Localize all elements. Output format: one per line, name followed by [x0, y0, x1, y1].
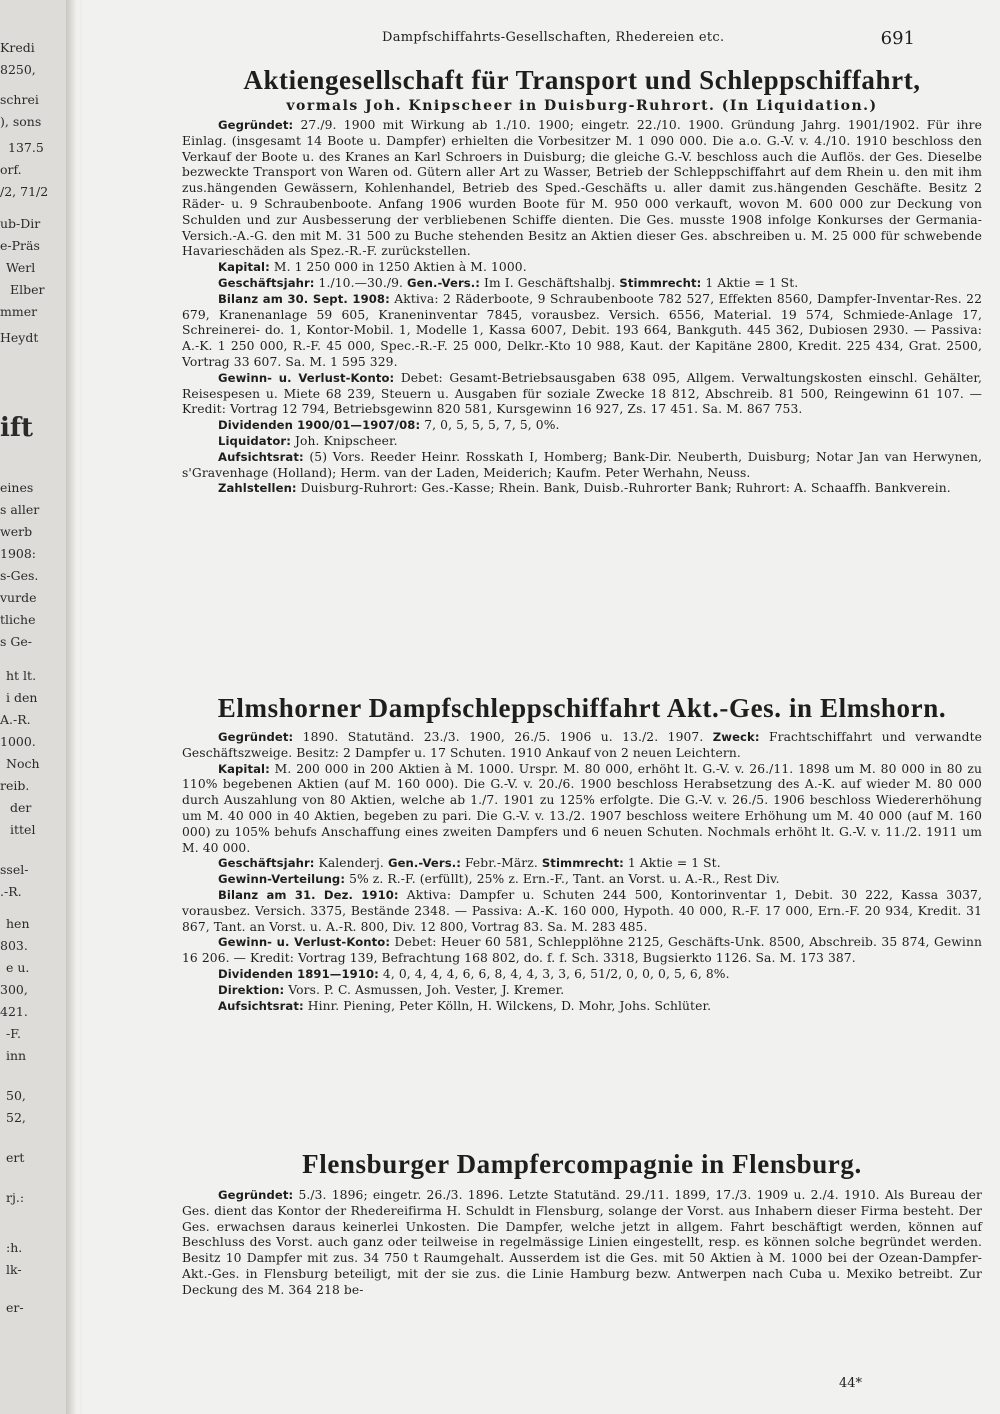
text-geschaeftsjahr: Kalenderj. — [318, 856, 384, 871]
adjacent-page-fragment: ift — [0, 413, 34, 443]
text-direktion: Vors. P. C. Asmussen, Joh. Vester, J. Kremer. — [288, 982, 565, 997]
label-zahlstellen: Zahlstellen: — [218, 481, 297, 496]
adjacent-page-fragment: Werl — [6, 260, 36, 275]
text-zahlstellen: Duisburg-Ruhrort: Ges.-Kasse; Rhein. Bank, Duisb.-Ruhrorter Bank; Ruhrort: A. Schaaffh. Bankverein. — [300, 481, 951, 496]
label-geschaeftsjahr: Geschäftsjahr: — [218, 856, 315, 871]
text-stimmrecht: 1 Aktie = 1 St. — [627, 856, 721, 871]
entry-body — [182, 118, 982, 497]
text-zweck: Frachtschiffahrt und verwandte Geschäftszweige. Besitz: 2 Dampfer u. 17 Schuten. 1910 Ankauf von 2 neuen Leichtern. — [182, 730, 982, 760]
label-kapital: Kapital: — [218, 761, 270, 776]
page-number: 691 — [880, 28, 915, 49]
adjacent-page-fragment: ssel- — [0, 862, 29, 877]
adjacent-page-fragment: 137.5 — [8, 140, 44, 155]
label-bilanz: Bilanz am 31. Dez. 1910: — [218, 887, 399, 902]
entry-body — [182, 1188, 982, 1299]
text-aufsichtsrat: Hinr. Piening, Peter Kölln, H. Wilckens, D. Mohr, Johs. Schlüter. — [307, 998, 712, 1013]
label-genvers: Gen.-Vers.: — [387, 856, 461, 871]
text-guv: Debet: Heuer 60 581, Schlepplöhne 2125, Geschäfts-Unk. 8500, Abschreib. 35 874, Gewinn 16 206. — Kredit: Vortrag 139, Befrachtung 168 802, do. f. f. Sch. 3318, Bugsierkto 1126. Sa. M. 173 387. — [182, 935, 982, 966]
entry-title: Elmshorner Dampfschleppschiffahrt Akt.-Ges. in Elmshorn. — [217, 693, 947, 723]
adjacent-page-fragment: 1908: — [0, 546, 37, 561]
adjacent-page-fragment: s Ge- — [0, 634, 32, 649]
label-geschaeftsjahr: Geschäftsjahr: — [218, 275, 315, 290]
label-guv: Gewinn- u. Verlust-Konto: — [218, 935, 391, 950]
adjacent-page-fragment: werb — [0, 524, 33, 539]
running-title: Dampfschiffahrts-Gesellschaften, Rhedereien etc. — [382, 30, 725, 45]
text-bilanz: Aktiva: 2 Räderboote, 9 Schraubenboote 782 527, Effekten 8560, Dampfer-Inventar-Res. 22 679, Kranenanlage 59 605, Kraneninventar 7845, vorausbez. Versich. 6556, Material. 19 574, Schmiede-Anlage 17, Schreinerei- do. 1, Kontor-Mobil. 1, Modelle 1, Kassa 6007, Debit. 193 664, Bankguth. 445 362, Dubiosen 2930. — Passiva: A.-K. 1 250 000, R.-F. 45 000, Spec.-R.-F. 25 000, Delkr.-Kto 10 988, Kaut. der Kapitäne 2800, Kredit. 225 434, Grat. 2500, Vortrag 33 607. Sa. M. 1 595 329. — [182, 291, 982, 369]
adjacent-page-fragment: orf. — [0, 162, 22, 177]
label-zweck: Zweck: — [712, 730, 760, 744]
page — [82, 0, 1000, 1414]
adjacent-page-fragment: Noch — [6, 756, 40, 771]
adjacent-page-fragment: der — [10, 800, 32, 815]
entry-body — [182, 730, 982, 1014]
text-gegruendet: 27./9. 1900 mit Wirkung ab 1./10. 1900; eingetr. 22./10. 1900. Gründung Jahrg. 1901/1902. Für ihre Einlag. (insgesamt 14 Boote u. Dampfer) erhielten die Vorbesitzer M. 1 090 000. Die a.o. G.-V. v. 4./10. 1910 beschloss den Verkauf der Boote u. des Kranes an Karl Schroers in Duisburg; die gleiche G.-V. beschloss auch die Auflös. der Ges. Dieselbe bezweckte Transport von Waren od. Gütern aller Art zu Wasser, Betrieb der Schleppschiffahrt auf dem Rhein u. den mit ihm zus.hängenden Gewässern, Kohlenhandel, Betrieb des Sped.-Geschäfts u. aller damit zus.hängenden Geschäfte. Besitz 2 Räder- u. 9 Schraubenboote. Anfang 1906 wurden Boote für M. 950 000 verkauft, wovon M. 600 000 zur Deckung von Schulden und zur Ausbesserung der verbliebenen Schiffe dienten. Die Ges. musste 1908 infolge Konkurses der Germania-Versich.-A.-G. den mit M. 31 500 zu Buche stehenden Besitz an Aktien dieser Ges. abschreiben u. M. 25 000 für schwebende Havarieschäden als Spez.-R.-F. zurückstellen. — [182, 118, 983, 259]
label-stimmrecht: Stimmrecht: — [619, 275, 702, 290]
label-dividenden: Dividenden 1900/01—1907/08: — [218, 418, 421, 433]
adjacent-page-fragment: ittel — [10, 822, 36, 837]
adjacent-page-fragment: 50, — [6, 1088, 26, 1103]
adjacent-page-fragment: A.-R. — [0, 712, 31, 727]
label-aufsichtsrat: Aufsichtsrat: — [218, 998, 304, 1013]
label-gegruendet: Gegründet: — [218, 1188, 294, 1202]
book-gutter — [66, 0, 82, 1414]
adjacent-page-fragment: /2, 71/2 — [0, 184, 49, 199]
text-dividenden: 7, 0, 5, 5, 5, 7, 5, 0%. — [424, 418, 560, 433]
adjacent-page-fragment: eines — [0, 480, 34, 495]
label-gegruendet: Gegründet: — [218, 118, 294, 132]
adjacent-page-fragment: -F. — [6, 1026, 21, 1041]
label-gewinnverteilung: Gewinn-Verteilung: — [218, 872, 346, 887]
label-gegruendet: Gegründet: — [218, 730, 294, 744]
adjacent-page-fragment: e u. — [6, 960, 30, 975]
entry-aktiengesellschaft-transport — [182, 64, 982, 497]
adjacent-page-fragment: s-Ges. — [0, 568, 39, 583]
adjacent-page-fragment: schrei — [0, 92, 39, 107]
label-genvers: Gen.-Vers.: — [407, 275, 480, 290]
adjacent-page-fragment: er- — [6, 1300, 24, 1315]
adjacent-page-fragment: 1000. — [0, 734, 36, 749]
adjacent-page-fragment: e-Präs — [0, 238, 40, 253]
label-direktion: Direktion: — [218, 982, 285, 997]
adjacent-page-fragment: .-R. — [0, 884, 22, 899]
adjacent-page-fragment: ert — [6, 1150, 25, 1165]
adjacent-page-fragment: ht lt. — [6, 668, 37, 683]
adjacent-page-fragment: Elber — [10, 282, 45, 297]
label-stimmrecht: Stimmrecht: — [541, 856, 624, 871]
label-guv: Gewinn- u. Verlust-Konto: — [218, 370, 395, 385]
entry-title: Aktiengesellschaft für Transport und Schleppschiffahrt, — [243, 65, 921, 95]
text-gewinnverteilung: 5% z. R.-F. (erfüllt), 25% z. Ern.-F., Tant. an Vorst. u. A.-R., Rest Div. — [349, 872, 780, 887]
adjacent-page-fragment: 300, — [0, 982, 28, 997]
adjacent-page-fragment: Heydt — [0, 330, 39, 345]
label-bilanz: Bilanz am 30. Sept. 1908: — [218, 291, 390, 306]
text-guv: Debet: Gesamt-Betriebsausgaben 638 095, Allgem. Verwaltungskosten einschl. Gehälter, Reisespesen u. Miete 68 239, Steuern u. Ausgaben für soziale Zwecke 18 812, Abschreib. 81 500, Reingewinn 61 107. — Kredit: Vortrag 12 794, Betriebsgewinn 820 581, Kursgewinn 16 927, Zs. 17 451. Sa. M. 867 753. — [182, 370, 982, 417]
adjacent-page-fragment: 8250, — [0, 62, 36, 77]
adjacent-page-fragment: inn — [6, 1048, 27, 1063]
text-gegruendet: 5./3. 1896; eingetr. 26./3. 1896. Letzte Statutänd. 29./11. 1899, 17./3. 1909 u. 2./4. 1910. Als Bureau der Ges. dient das Kontor der Rhedereifirma H. Schuldt in Flensburg, solange der Vorst. aus Inhabern dieser Firma besteht. Der Ges. erwachsen daraus keinerlei Unkosten. Die Dampfer, welche jetzt in allgem. Fahrt beschäftigt werden, können auf Beschluss des Vorst. auch ganz oder teilweise in regelmässige Linien eingestellt, resp. es können solche begründet werden. Besitz 10 Dampfer mit zus. 34 750 t Raumgehalt. Ausserdem ist die Ges. mit 50 Aktien à M. 1000 bei der Ozean-Dampfer-Akt.-Ges. in Flensburg beteiligt, mit der sie zus. die Linie Hamburg bezw. Antwerpen nach Cuba u. Mexiko betreibt. Zur Deckung des M. 364 218 be- — [182, 1188, 982, 1297]
adjacent-page-fragment: Kredi — [0, 40, 35, 55]
entry-elmshorner — [182, 692, 982, 1014]
adjacent-page-fragment: ub-Dir — [0, 216, 41, 231]
adjacent-page-fragment: rj.: — [6, 1190, 25, 1205]
text-liquidator: Joh. Knipscheer. — [295, 433, 398, 448]
text-aufsichtsrat: (5) Vors. Reeder Heinr. Rosskath I, Homberg; Bank-Dir. Neuberth, Duisburg; Notar Jan van Herwynen, s'Gravenhage (Holland); Herm. van der Laden, Meiderich; Kaufm. Peter Werhahn, Neuss. — [182, 449, 983, 480]
adjacent-page-fragment: mmer — [0, 304, 38, 319]
signature-mark: 44* — [838, 1376, 862, 1391]
adjacent-page-fragment: tliche — [0, 612, 36, 627]
adjacent-page-fragment: reib. — [0, 778, 30, 793]
text-kapital: M. 1 250 000 in 1250 Aktien à M. 1000. — [273, 260, 527, 275]
adjacent-page-fragment: s aller — [0, 502, 40, 517]
text-genvers: Im I. Geschäftshalbj. — [484, 275, 616, 290]
adjacent-page-fragment: hen — [6, 916, 30, 931]
label-kapital: Kapital: — [218, 260, 270, 275]
entry-flensburger — [182, 1148, 982, 1299]
adjacent-page-fragment: 52, — [6, 1110, 26, 1125]
adjacent-page-fragment: 421. — [0, 1004, 28, 1019]
label-aufsichtsrat: Aufsichtsrat: — [218, 449, 304, 464]
text-stimmrecht: 1 Aktie = 1 St. — [705, 275, 799, 290]
adjacent-page-fragment: 803. — [0, 938, 28, 953]
adjacent-page-fragment: ), sons — [0, 114, 42, 129]
text-gegruendet: 1890. Statutänd. 23./3. 1900, 26./5. 1906 u. 13./2. 1907. — [302, 730, 704, 744]
text-geschaeftsjahr: 1./10.—30./9. — [318, 275, 404, 290]
text-kapital: M. 200 000 in 200 Aktien à M. 1000. Urspr. M. 80 000, erhöht lt. G.-V. v. 26./11. 1898 um M. 80 000 in 80 zu 110% begebenen Aktien (auf M. 160 000). Die G.-V. v. 20./6. 1900 beschloss Herabsetzung des A.-K. auf wieder M. 80 000 durch Auszahlung von 80 Aktien, welche ab 1./7. 1901 zu 125% erfolgte. Die G.-V. v. 26./5. 1906 beschloss Wiedererhöhung um M. 40 000 in 40 Aktien, begeben zu pari. Die G.-V. v. 13./2. 1907 beschloss weitere Erhöhung um M. 40 000 (auf M. 160 000) zu 105% behufs Anschaffung eines zweiten Dampfers und 6 neuen Schuten. Nochmals erhöht lt. G.-V. v. 11./2. 1911 um M. 40 000. — [182, 761, 983, 855]
label-dividenden: Dividenden 1891—1910: — [218, 966, 379, 981]
adjacent-page-fragment: i den — [6, 690, 38, 705]
text-dividenden: 4, 0, 4, 4, 4, 6, 6, 8, 4, 4, 3, 3, 6, 51/2, 0, 0, 0, 5, 6, 8%. — [382, 966, 730, 981]
entry-title: Flensburger Dampfercompagnie in Flensburg. — [302, 1149, 862, 1179]
text-bilanz: Aktiva: Dampfer u. Schuten 244 500, Kontorinventar 1, Debit. 30 222, Kassa 3037, vorausbez. Versich. 3375, Bestände 2348. — Passiva: A.-K. 160 000, Hypoth. 40 000, R.-F. 17 000, Ern.-F. 20 934, Kredit. 31 867, Tant. an Vorst. u. A.-R. 800, Div. 12 800, Vortrag 83. Sa. M. 283 485. — [182, 887, 982, 934]
text-genvers: Febr.-März. — [464, 856, 538, 871]
entry-subtitle: vormals Joh. Knipscheer in Duisburg-Ruhrort. (In Liquidation.) — [286, 98, 878, 114]
adjacent-page-fragment: vurde — [0, 590, 37, 605]
adjacent-page-strip — [0, 0, 70, 1414]
adjacent-page-fragment: :h. — [6, 1240, 23, 1255]
adjacent-page-fragment: lk- — [6, 1262, 22, 1277]
label-liquidator: Liquidator: — [218, 433, 291, 448]
